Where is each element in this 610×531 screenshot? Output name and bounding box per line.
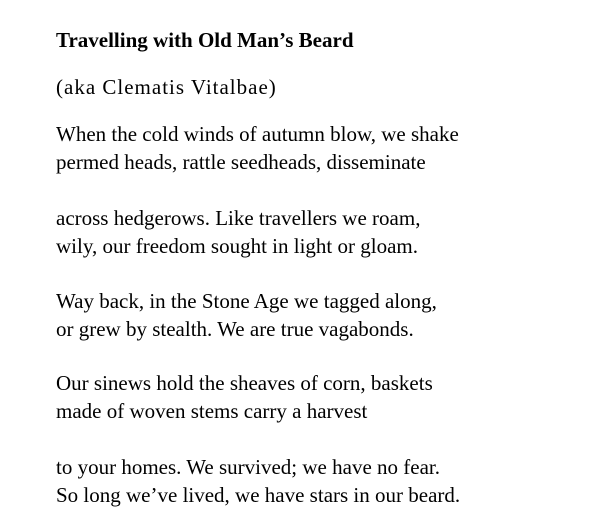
stanza-1 (56, 120, 459, 176)
poem-line: or grew by stealth. We are true vagabonds. (56, 317, 414, 341)
poem-line: So long we’ve lived, we have stars in our beard. (56, 483, 461, 507)
poem-line: wily, our freedom sought in light or gloam. (56, 234, 419, 258)
poem-line: When the cold winds of autumn blow, we shake (56, 122, 459, 146)
poem-subtitle: (aka Clematis Vitalbae) (56, 75, 277, 99)
poem-line: made of woven stems carry a harvest (56, 399, 368, 423)
stanza-3 (56, 287, 437, 343)
stanza-2 (56, 204, 420, 260)
poem-line: to your homes. We survived; we have no fear. (56, 455, 440, 479)
poem-line: permed heads, rattle seedheads, disseminate (56, 150, 426, 174)
poem-title: Travelling with Old Man’s Beard (56, 28, 354, 52)
stanza-4 (56, 369, 433, 425)
poem-line: across hedgerows. Like travellers we roam, (56, 206, 421, 230)
poem-line: Way back, in the Stone Age we tagged along, (56, 289, 437, 313)
stanza-5 (56, 453, 460, 509)
poem-line: Our sinews hold the sheaves of corn, baskets (56, 371, 433, 395)
